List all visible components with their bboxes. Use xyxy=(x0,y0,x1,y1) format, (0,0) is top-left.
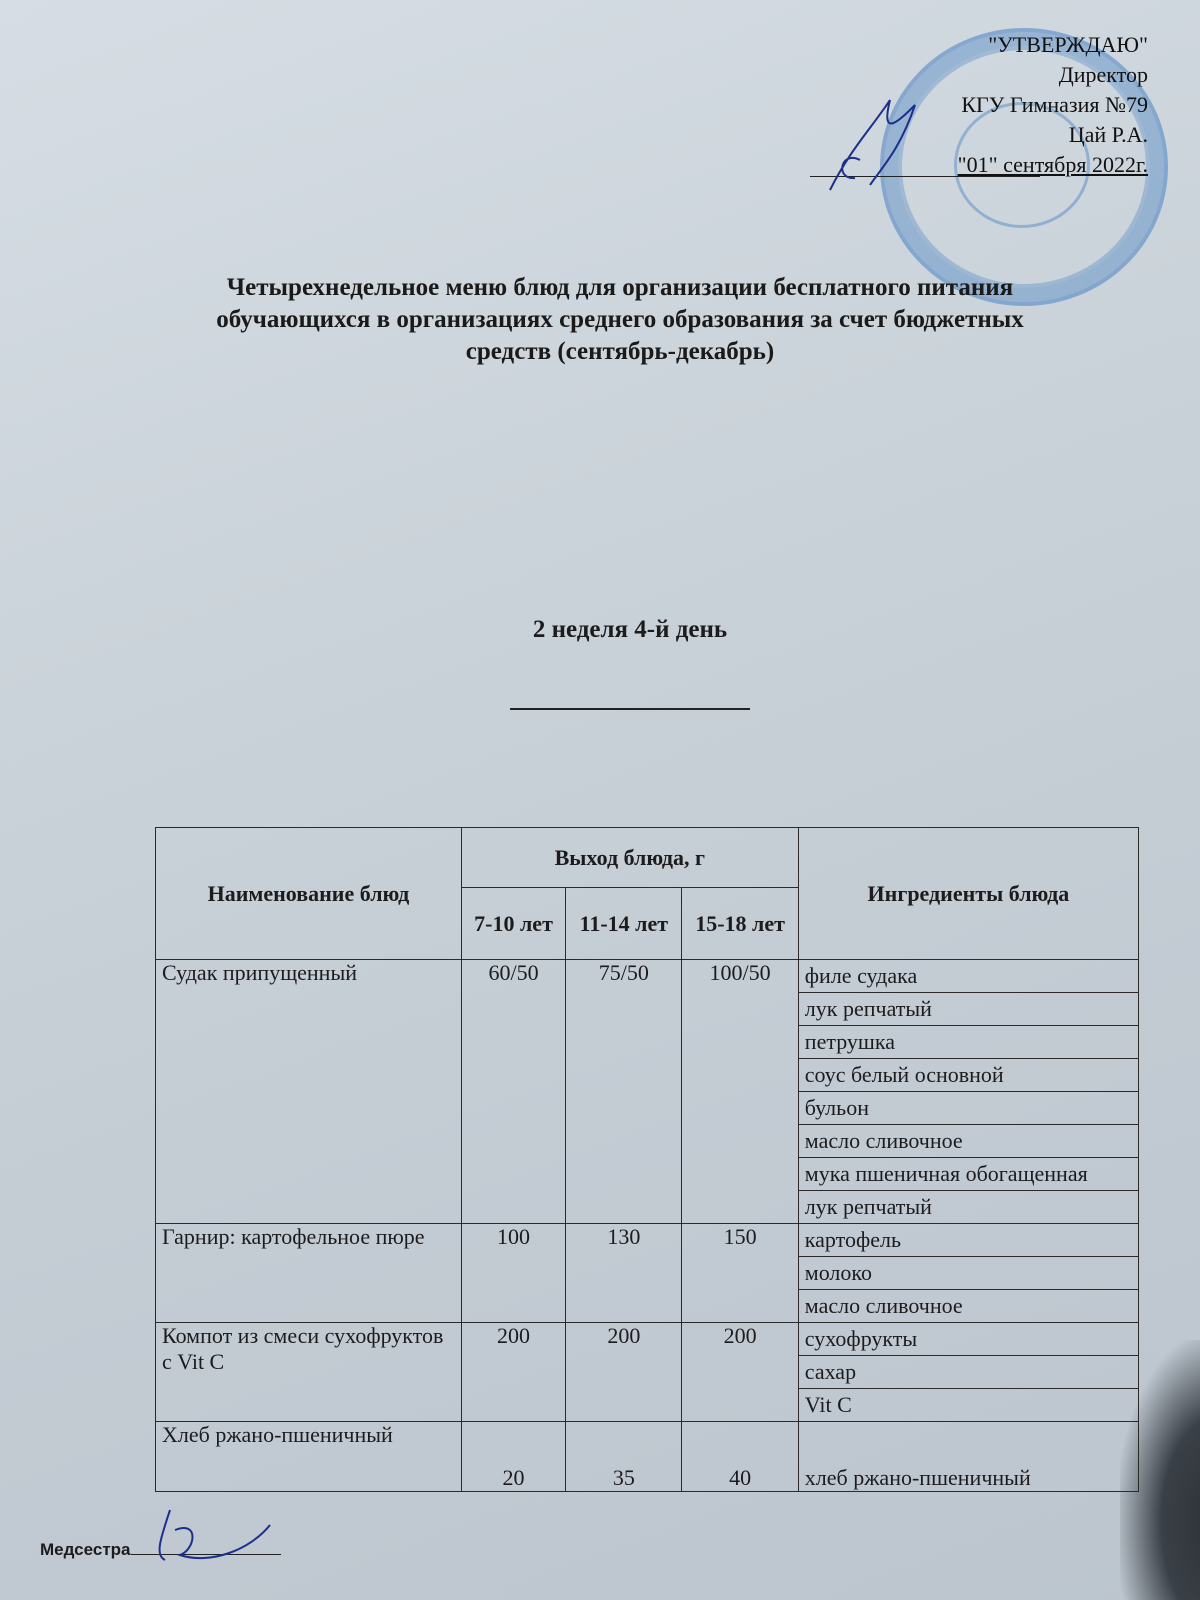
portion-7-10: 60/50 xyxy=(461,960,565,1224)
header-age-15-18: 15-18 лет xyxy=(682,888,798,960)
nurse-signature xyxy=(140,1500,340,1570)
header-ingredients: Ингредиенты блюда xyxy=(798,828,1138,960)
ingredient: масло сливочное xyxy=(804,1293,963,1318)
title-line-3: средств (сентябрь-декабрь) xyxy=(465,338,775,365)
portion-15-18: 200 xyxy=(682,1323,798,1422)
ingredient: масло сливочное xyxy=(799,1125,1138,1158)
approval-name: Цай Р.А. xyxy=(1068,122,1148,147)
ingredient: сухофрукты xyxy=(799,1323,1138,1356)
ingredient: бульон xyxy=(799,1092,1138,1125)
portion-7-10: 200 xyxy=(461,1323,565,1422)
portion-15-18: 40 xyxy=(682,1422,798,1492)
ingredients-cell xyxy=(798,960,1138,1224)
menu-table xyxy=(155,827,1139,1492)
ingredient: мука пшеничная обогащенная xyxy=(799,1158,1138,1191)
dish-name: Судак припущенный xyxy=(156,960,462,1224)
approval-organization: КГУ Гимназия №79 xyxy=(961,92,1148,117)
ingredient: лук репчатый xyxy=(804,1194,932,1219)
ingredient: петрушка xyxy=(799,1026,1138,1059)
dish-name: Хлеб ржано-пшеничный xyxy=(156,1422,462,1492)
ingredient: Vit C xyxy=(804,1392,852,1417)
portion-11-14: 130 xyxy=(566,1224,682,1323)
table-row xyxy=(156,1323,1139,1422)
approval-date: "01" сентября 2022г. xyxy=(957,152,1148,177)
approval-position: Директор xyxy=(1058,62,1148,87)
ingredient: сахар xyxy=(799,1356,1138,1389)
header-age-7-10: 7-10 лет xyxy=(461,888,565,960)
header-output: Выход блюда, г xyxy=(461,828,798,888)
ingredient: лук репчатый xyxy=(799,993,1138,1026)
document-title xyxy=(140,272,1100,368)
ingredients-cell xyxy=(798,1224,1138,1323)
header-dish-name: Наименование блюд xyxy=(156,828,462,960)
portion-7-10: 20 xyxy=(461,1422,565,1492)
portion-11-14: 200 xyxy=(566,1323,682,1422)
ingredient: соус белый основной xyxy=(799,1059,1138,1092)
approval-heading: "УТВЕРЖДАЮ" xyxy=(988,32,1148,57)
ingredient: картофель xyxy=(799,1224,1138,1257)
day-label: 2 неделя 4-й день xyxy=(532,616,728,643)
day-underline xyxy=(510,708,750,710)
portion-11-14: 35 xyxy=(566,1422,682,1492)
dish-name: Гарнир: картофельное пюре xyxy=(156,1224,462,1323)
nurse-label: Медсестра xyxy=(40,1540,131,1559)
portion-11-14: 75/50 xyxy=(566,960,682,1224)
ingredient: молоко xyxy=(799,1257,1138,1290)
ingredients-cell xyxy=(798,1323,1138,1422)
portion-15-18: 100/50 xyxy=(682,960,798,1224)
header-age-11-14: 11-14 лет xyxy=(566,888,682,960)
table-row xyxy=(156,1422,1139,1492)
table-row xyxy=(156,1224,1139,1323)
ingredient: филе судака xyxy=(799,960,1138,993)
dish-name: Компот из смеси сухофруктов с Vit C xyxy=(156,1323,462,1422)
title-line-1: Четырехнедельное меню блюд для организации бесплатного питания xyxy=(226,274,1014,301)
portion-7-10: 100 xyxy=(461,1224,565,1323)
portion-15-18: 150 xyxy=(682,1224,798,1323)
title-line-2: обучающихся в организациях среднего образования за счет бюджетных xyxy=(216,306,1024,333)
ingredient: хлеб ржано-пшеничный xyxy=(798,1422,1138,1492)
director-signature xyxy=(820,90,940,200)
table-row xyxy=(156,960,1139,1224)
